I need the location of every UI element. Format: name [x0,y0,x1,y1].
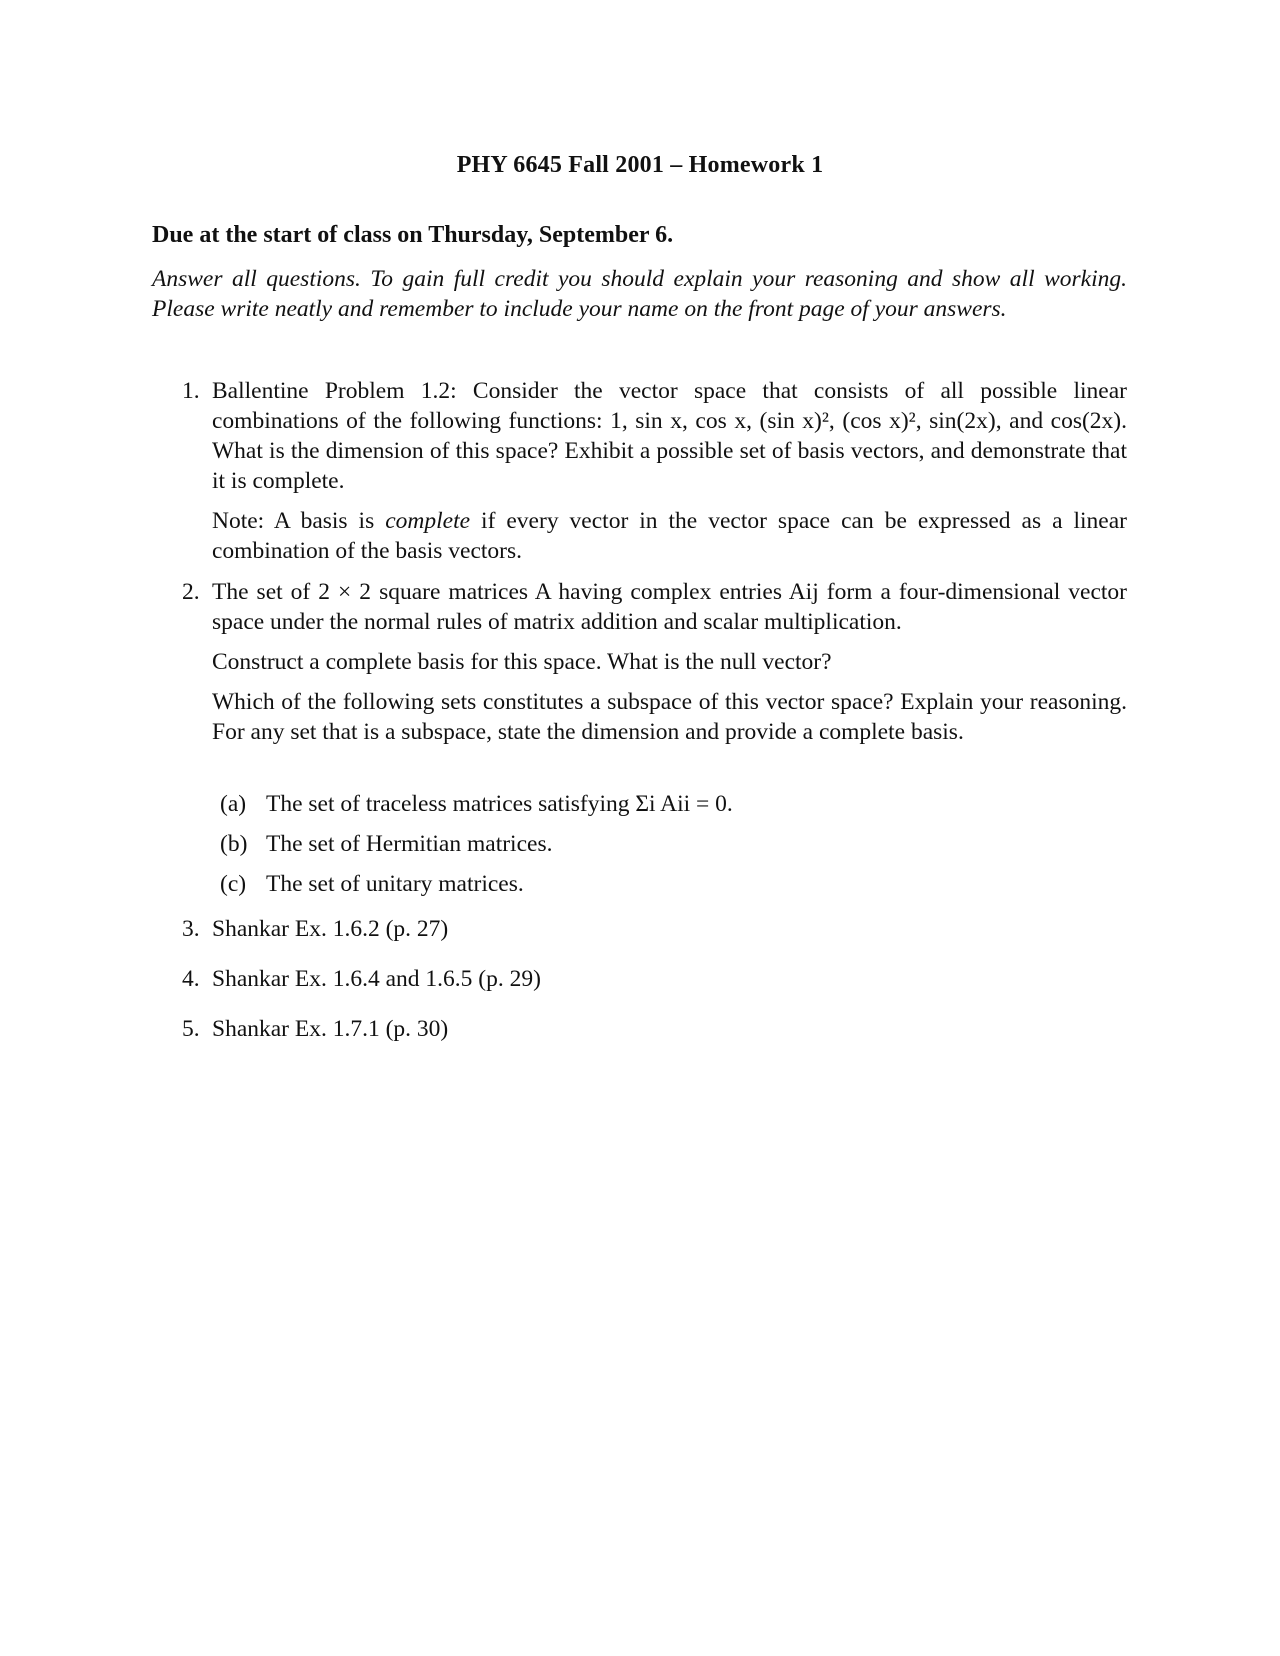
problem-text: Ballentine Problem 1.2: Consider the vector space that consists of all possible linear combinations of the following functions: 1, sin x, cos x, (sin x)², (cos x)², sin(2x), and cos(2x). What is the dimension of this space? Exhibit a possible set of basis vectors, and demonstrate that it is complete. [212,378,1127,494]
problem-paragraph: Which of the following sets constitutes a subspace of this vector space? Explain your reasoning. For any set that is a subspace, state the dimension and provide a complete basis. [212,689,1127,745]
subitem-text: The set of unitary matrices. [266,871,524,897]
subitem-text: The set of Hermitian matrices. [266,831,553,857]
problem-paragraph: Construct a complete basis for this space. What is the null vector? [212,649,832,675]
problem-5 [182,1014,1127,1044]
subitem-c [220,869,524,899]
subitem-b [220,829,552,859]
due-date: Due at the start of class on Thursday, September 6. [152,222,674,248]
problem-2 [182,577,1127,747]
subitem-label: (c) [220,871,247,897]
subitem-label: (a) [220,791,247,817]
emphasis: complete [385,508,471,534]
problem-number: 4. [182,966,200,992]
problem-number: 2. [182,579,200,605]
problem-text: Shankar Ex. 1.6.2 (p. 27) [212,916,449,942]
problem-text: Shankar Ex. 1.7.1 (p. 30) [212,1016,449,1042]
problem-text: Shankar Ex. 1.6.4 and 1.6.5 (p. 29) [212,966,541,992]
problem-note: Note: A basis is complete if every vector in the vector space can be expressed as a linear combination of the basis vectors. [212,508,1127,564]
subitem-a [220,789,733,819]
problem-number: 1. [182,378,200,404]
problem-text: The set of 2 × 2 square matrices A having complex entries Aij form a four-dimensional vector space under the normal rules of matrix addition and scalar multiplication. [212,579,1127,635]
subitem-label: (b) [220,831,248,857]
instructions: Answer all questions. To gain full credit you should explain your reasoning and show all working. Please write neatly and remember to include your name on the front page of your answers. [152,266,1127,322]
problem-4 [182,964,1127,994]
page-title: PHY 6645 Fall 2001 – Homework 1 [456,152,824,178]
subitem-text: The set of traceless matrices satisfying Σi Aii = 0. [266,791,733,817]
problem-number: 3. [182,916,200,942]
problem-1 [182,376,1127,566]
problem-number: 5. [182,1016,200,1042]
problem-3 [182,914,1127,944]
